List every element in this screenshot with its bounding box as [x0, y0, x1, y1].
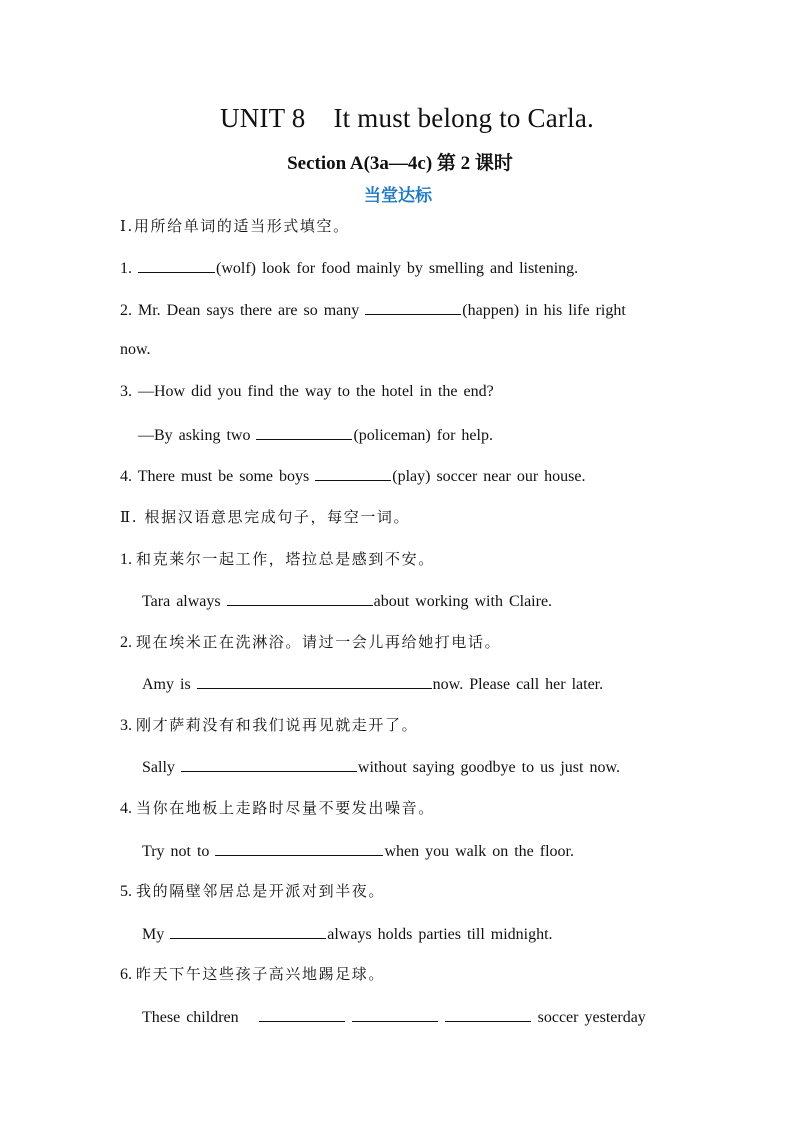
p2-q4-chinese: 4. 当你在地板上走路时尽量不要发出噪音。	[120, 799, 435, 817]
p1-q4: 4. There must be some boys (play) soccer near our house.	[120, 465, 585, 487]
p2-q6-chinese: 6. 昨天下午这些孩子高兴地踢足球。	[120, 965, 386, 983]
unit-title	[0, 103, 794, 134]
p1-q3-question: 3. —How did you find the way to the hotel in the end?	[120, 383, 494, 400]
answer-blank[interactable]	[445, 1006, 531, 1022]
answer-blank[interactable]	[256, 424, 352, 440]
section-subtitle: Section A(3a—4c) 第 2 课时	[287, 153, 513, 174]
section-tag: 当堂达标	[364, 186, 432, 206]
answer-blank[interactable]	[259, 1006, 345, 1022]
p2-q3-chinese: 3. 刚才萨莉没有和我们说再见就走开了。	[120, 716, 419, 734]
p2-q2-english: Amy is now. Please call her later.	[142, 673, 603, 695]
p2-q1-chinese: 1. 和克莱尔一起工作，塔拉总是感到不安。	[120, 550, 435, 568]
p2-q5-chinese: 5. 我的隔壁邻居总是开派对到半夜。	[120, 882, 386, 900]
p1-q3-answer: —By asking two (policeman) for help.	[138, 424, 493, 446]
p2-q6-english: These children soccer yesterday	[142, 1006, 646, 1028]
answer-blank[interactable]	[181, 756, 357, 772]
p2-q1-english: Tara always about working with Claire.	[142, 590, 552, 612]
unit-number: UNIT 8	[220, 103, 306, 133]
p2-q2-chinese: 2. 现在埃米正在洗淋浴。请过一会儿再给她打电话。	[120, 633, 502, 651]
answer-blank[interactable]	[197, 673, 432, 689]
answer-blank[interactable]	[215, 840, 383, 856]
part2-heading: Ⅱ. 根据汉语意思完成句子，每空一词。	[120, 508, 411, 526]
answer-blank[interactable]	[138, 257, 215, 273]
p1-q2-cont: now.	[120, 341, 151, 358]
answer-blank[interactable]	[227, 590, 373, 606]
p2-q4-english: Try not to when you walk on the floor.	[142, 840, 574, 862]
answer-blank[interactable]	[170, 923, 326, 939]
part1-heading: Ⅰ.用所给单词的适当形式填空。	[120, 217, 350, 235]
p1-q2: 2. Mr. Dean says there are so many (happen) in his life right	[120, 299, 626, 321]
answer-blank[interactable]	[352, 1006, 438, 1022]
p2-q5-english: My always holds parties till midnight.	[142, 923, 553, 945]
answer-blank[interactable]	[365, 299, 461, 315]
lesson-title: It must belong to Carla.	[333, 103, 594, 133]
p2-q3-english: Sally without saying goodbye to us just now.	[142, 756, 620, 778]
p1-q1: 1. (wolf) look for food mainly by smelling and listening.	[120, 257, 578, 279]
answer-blank[interactable]	[315, 465, 391, 481]
